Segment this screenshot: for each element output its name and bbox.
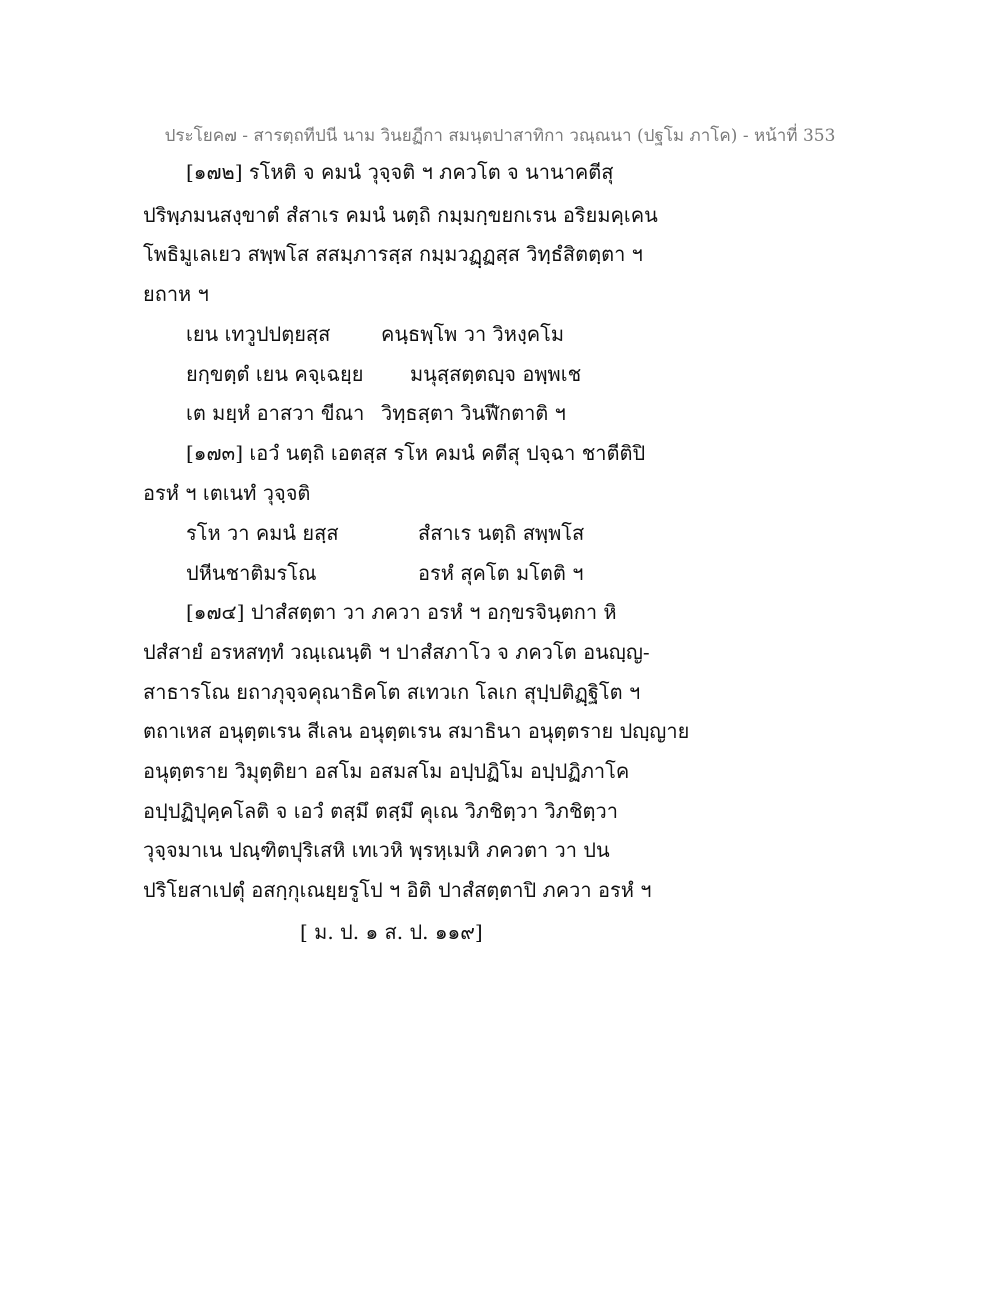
paragraph-174-line-4: ตถาเหส อนุตฺตเรน สีเลน อนุตฺตเรน สมาธินา อนุตฺตราย ปญฺญาย — [143, 719, 690, 743]
paragraph-174-line-6: อปฺปฏิปุคฺคโลติ จ เอวํ ตสฺมึ ตสฺมึ คุเณ วิภชิตฺวา วิภชิตฺวา — [143, 799, 618, 823]
paragraph-172-line-4: ยถาห ฯ — [143, 282, 209, 306]
verse-173-1-right: สํสาเร นตฺถิ สพฺพโส — [418, 521, 585, 545]
paragraph-174-line-8: ปริโยสาเปตุํ อสกฺกุเณยฺยรูโป ฯ อิติ ปาสํสตฺตาปิ ภควา อรหํ ฯ — [143, 878, 652, 902]
paragraph-174-line-3: สาธารโณ ยถาภุจฺจคุณาธิคโต สเทวเก โลเก สุปฺปติฏฺฐิโต ฯ — [143, 680, 641, 704]
paragraph-174-line-2: ปสํสายํ อรหสทฺทํ วณฺเณนฺติ ฯ ปาสํสภาโว จ ภควโต อนญฺญ- — [143, 640, 650, 664]
paragraph-174-line-7: วุจฺจมาเน ปณฺฑิตปุริเสหิ เทเวหิ พฺรหฺเมหิ ภควตา วา ปน — [143, 838, 610, 862]
verse-172-1-left: เยน เทวูปปตฺยสฺส — [186, 322, 331, 346]
paragraph-172-line-1: [๑๗๒] รโหติ จ คมนํ วุจฺจติ ฯ ภควโต จ นานาคตีสุ — [186, 160, 614, 184]
paragraph-172-line-3: โพธิมูเลเยว สพฺพโส สสมฺภารสฺส กมฺมวฏฺฏสฺส วิทฺธํสิตตฺตา ฯ — [143, 242, 643, 266]
verse-173-2-left: ปหีนชาติมรโณ — [186, 561, 317, 585]
verse-172-3-right: วิทฺธสฺตา วินฬีกตาติ ฯ — [381, 401, 566, 425]
paragraph-173-line-2: อรหํ ฯ เตเนทํ วุจฺจติ — [143, 481, 311, 505]
paragraph-173-line-1: [๑๗๓] เอวํ นตฺถิ เอตสฺส รโห คมนํ คตีสุ ปจฺฉา ชาตีติปิ — [186, 441, 646, 465]
paragraph-174-line-1: [๑๗๔] ปาสํสตฺตา วา ภควา อรหํ ฯ อกฺขรจินฺตกา หิ — [186, 600, 617, 624]
paragraph-174-line-5: อนุตฺตราย วิมุตฺติยา อสโม อสมสโม อปฺปฏิโม อปฺปฏิภาโค — [143, 759, 630, 783]
verse-172-2-left: ยกฺขตฺตํ เยน คจฺเฉยฺย — [186, 362, 364, 386]
verse-172-3-left: เต มยฺหํ อาสวา ขีณา — [186, 401, 365, 425]
source-reference: [ ม. ป. ๑ ส. ป. ๑๑๙] — [300, 920, 483, 944]
verse-172-2-right: มนุสฺสตฺตญฺจ อพฺพเช — [410, 362, 582, 386]
paragraph-172-line-2: ปริพฺภมนสงฺขาตํ สํสาเร คมนํ นตฺถิ กมฺมกฺขยกเรน อริยมคฺเคน — [143, 203, 658, 227]
verse-173-2-right: อรหํ สุคโต มโตติ ฯ — [418, 561, 584, 585]
running-header: ประโยค๗ - สารตฺถทีปนี นาม วินยฏีกา สมนฺตปาสาทิกา วณฺณนา (ปฐโม ภาโค) - หน้าที่ 353 — [164, 126, 836, 146]
verse-173-1-left: รโห วา คมนํ ยสฺส — [186, 521, 339, 545]
verse-172-1-right: คนฺธพฺโพ วา วิหงฺคโม — [381, 322, 565, 346]
